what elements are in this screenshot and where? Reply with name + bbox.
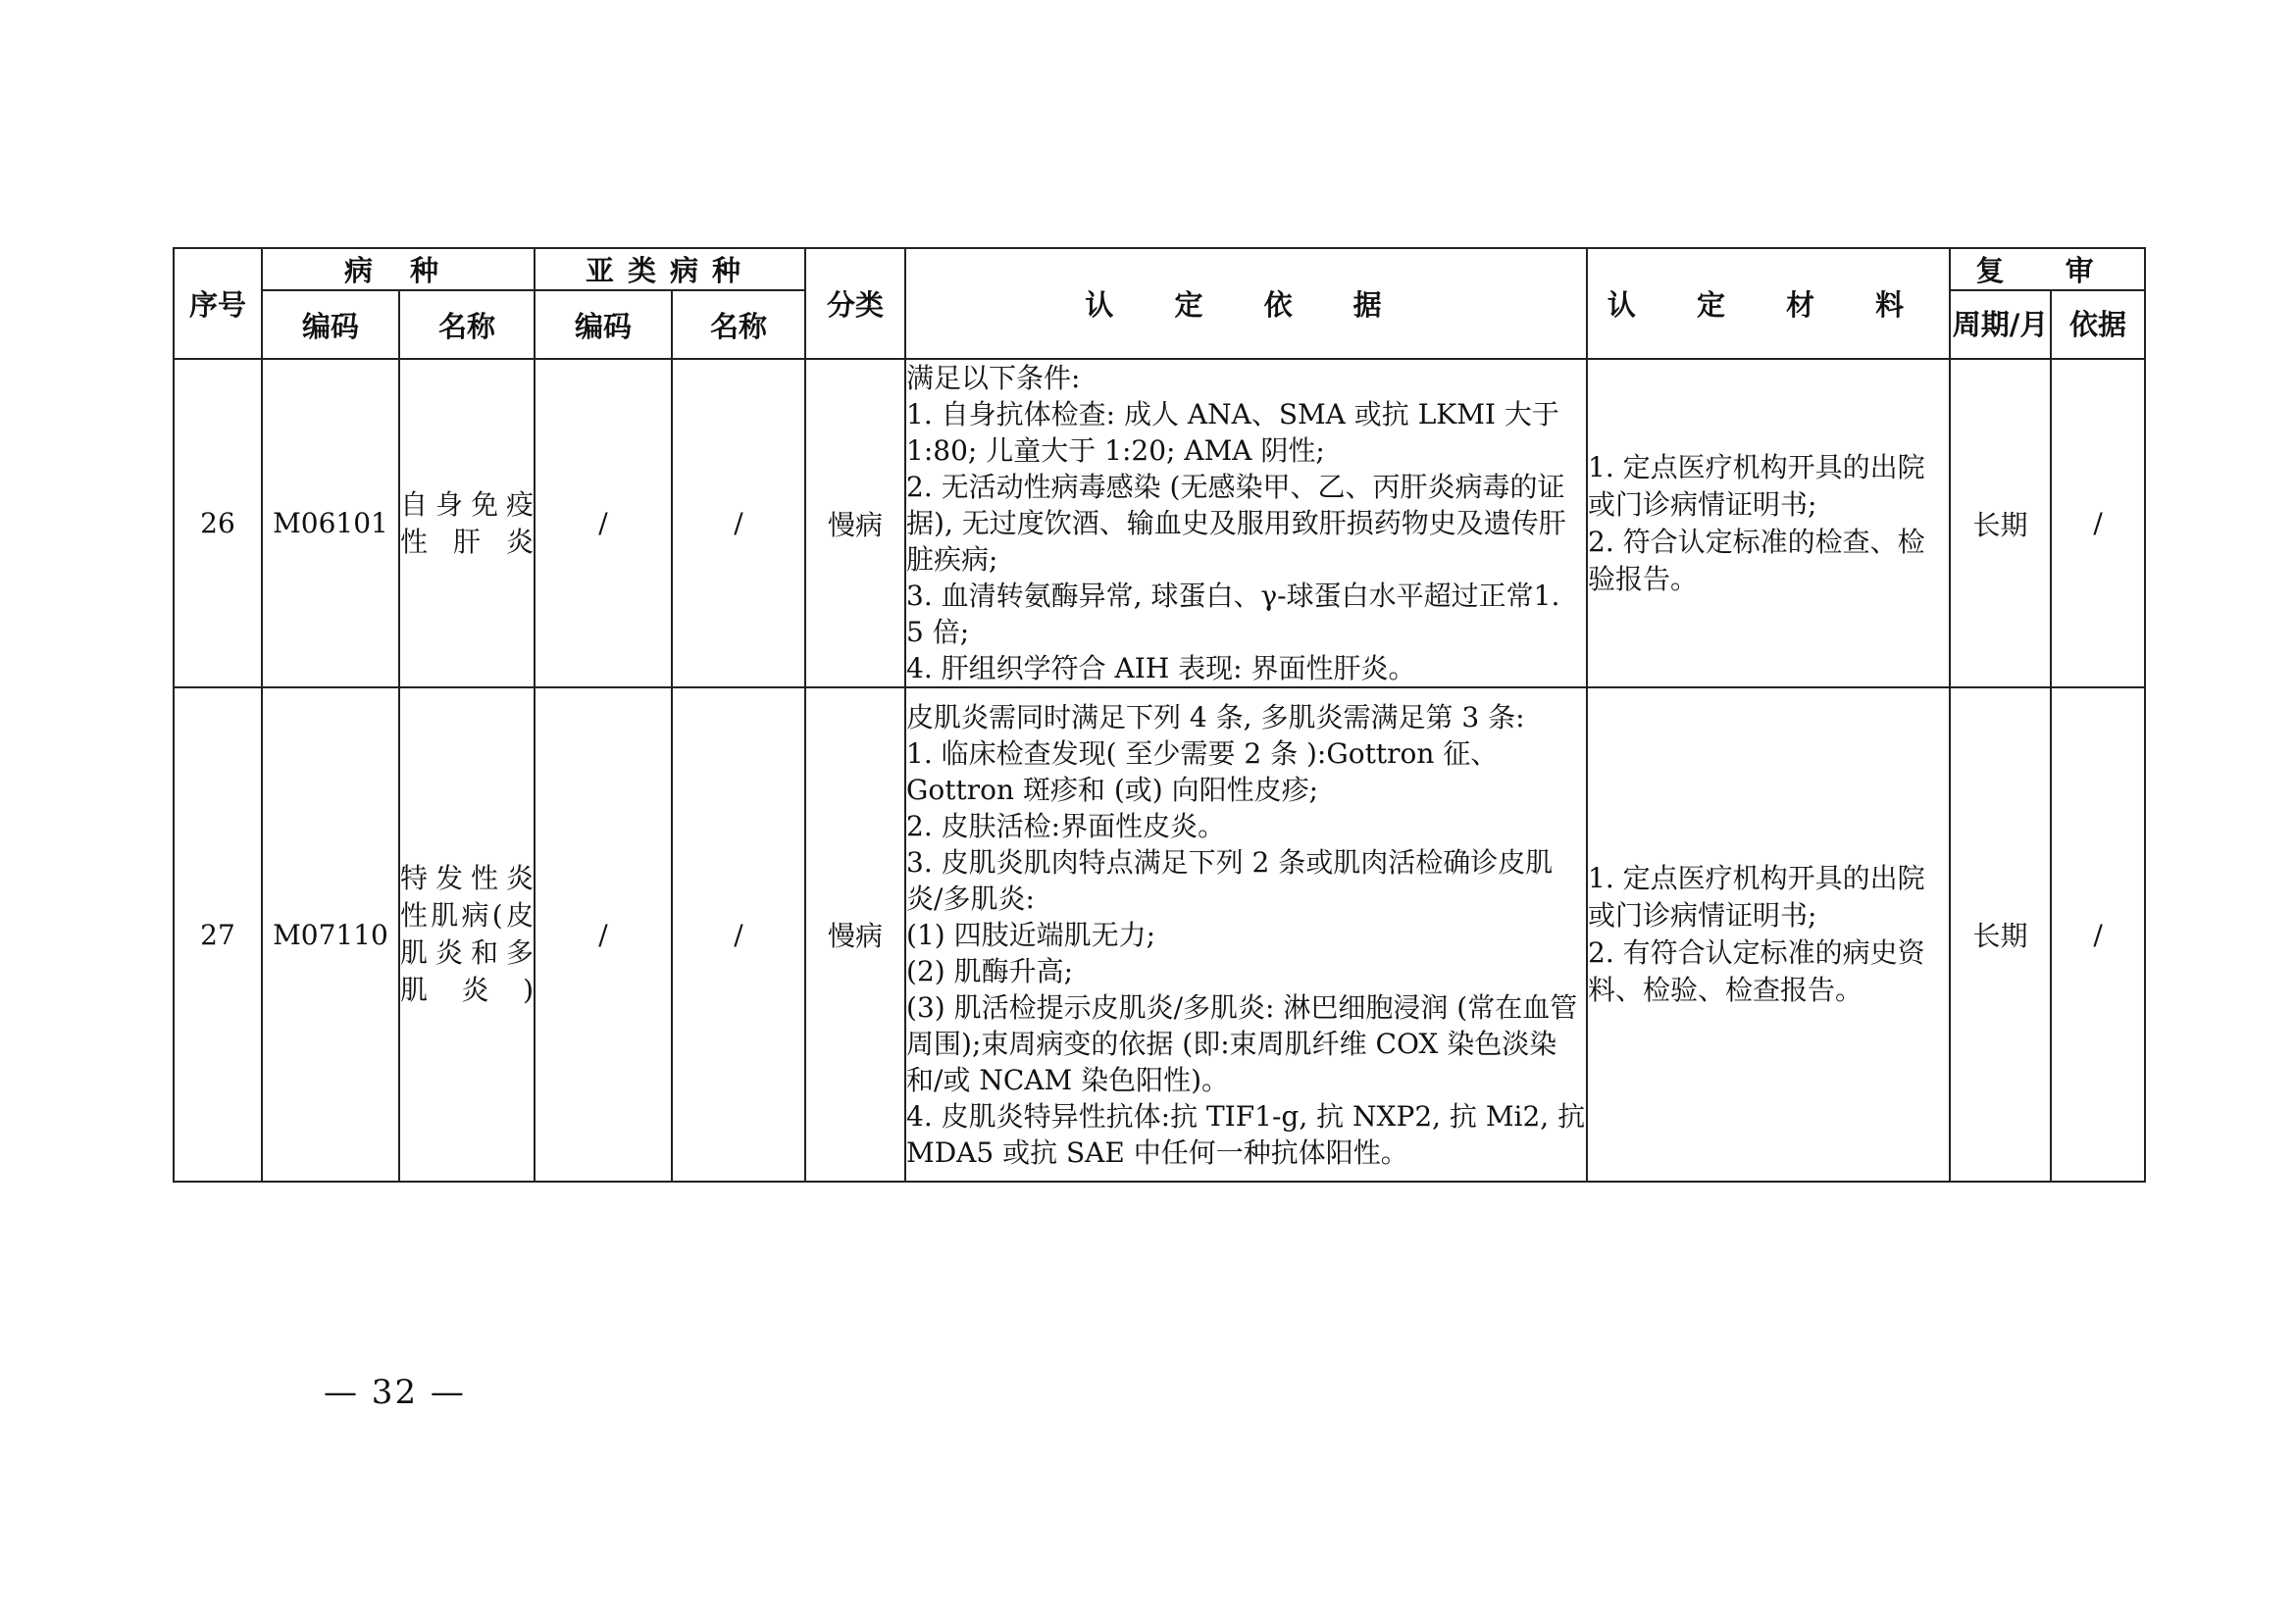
cell-review-basis: / <box>2051 687 2145 1182</box>
cell-sub-name: / <box>672 359 805 687</box>
cell-period: 长期 <box>1950 359 2051 687</box>
basis-line: 1. 自身抗体检查: 成人 ANA、SMA 或抗 LKMI 大于1:80; 儿童大于 1:20; AMA 阴性; <box>906 398 1559 467</box>
cell-basis <box>905 687 1587 1182</box>
basis-line: 满足以下条件: <box>906 362 1081 394</box>
cell-sub-code: / <box>535 359 672 687</box>
table-row <box>174 687 2145 1182</box>
materials-line: 1. 定点医疗机构开具的出院或门诊病情证明书; <box>1588 450 1925 521</box>
header-disease: 病 种 <box>262 248 535 290</box>
basis-line: 2. 皮肤活检:界面性皮炎。 <box>906 809 1226 842</box>
cell-seq: 27 <box>174 687 262 1182</box>
header-basis: 认 定 依 据 <box>905 248 1587 359</box>
cell-name: 自身免疫性肝炎 <box>399 359 535 687</box>
cell-materials <box>1587 359 1950 687</box>
header-review: 复 审 <box>1950 248 2145 290</box>
cell-period: 长期 <box>1950 687 2051 1182</box>
header-seq: 序号 <box>174 248 262 359</box>
cell-sub-name: / <box>672 687 805 1182</box>
header-sub-name: 名称 <box>672 290 805 359</box>
cell-category: 慢病 <box>805 359 905 687</box>
basis-line: 1. 临床检查发现( 至少需要 2 条 ):Gottron 征、Gottron 斑疹和 (或) 向阳性皮疹; <box>906 736 1499 806</box>
cell-seq: 26 <box>174 359 262 687</box>
header-materials: 认 定 材 料 <box>1587 248 1950 359</box>
cell-code: M06101 <box>262 359 399 687</box>
materials-line: 1. 定点医疗机构开具的出院或门诊病情证明书; <box>1588 862 1925 932</box>
basis-line: 3. 皮肌炎肌肉特点满足下列 2 条或肌肉活检确诊皮肌炎/多肌炎: <box>906 845 1554 915</box>
basis-line: 4. 肝组织学符合 AIH 表现: 界面性肝炎。 <box>906 652 1416 684</box>
cell-sub-code: / <box>535 687 672 1182</box>
basis-line: 3. 血清转氨酶异常, 球蛋白、γ-球蛋白水平超过正常1. 5 倍; <box>906 580 1560 648</box>
cell-code: M07110 <box>262 687 399 1182</box>
header-name: 名称 <box>399 290 535 359</box>
materials-line: 2. 符合认定标准的检查、检验报告。 <box>1588 525 1925 595</box>
header-period: 周期/月 <box>1950 290 2051 359</box>
basis-line: 2. 无活动性病毒感染 (无感染甲、乙、丙肝炎病毒的证据), 无过度饮酒、输血史及服用致肝损药物史及遗传肝脏疾病; <box>906 471 1566 576</box>
header-sub-code: 编码 <box>535 290 672 359</box>
header-category: 分类 <box>805 248 905 359</box>
basis-line: 4. 皮肌炎特异性抗体:抗 TIF1-g, 抗 NXP2, 抗 Mi2, 抗 MDA5 或抗 SAE 中任何一种抗体阳性。 <box>906 1099 1586 1169</box>
header-subdisease: 亚类病种 <box>535 248 805 290</box>
cell-basis <box>905 359 1587 687</box>
basis-line: (3) 肌活检提示皮肌炎/多肌炎: 淋巴细胞浸润 (常在血管周围);束周病变的依据 (即:束周肌纤维 COX 染色淡染和/或 NCAM 染色阳性)。 <box>906 990 1578 1096</box>
table-row <box>174 359 2145 687</box>
header-code: 编码 <box>262 290 399 359</box>
basis-line: (2) 肌酶升高; <box>906 954 1074 987</box>
page-number: — 32 — <box>324 1373 466 1412</box>
cell-review-basis: / <box>2051 359 2145 687</box>
disease-criteria-table <box>173 247 2146 1183</box>
materials-line: 2. 有符合认定标准的病史资料、检验、检查报告。 <box>1588 936 1925 1006</box>
cell-name: 特发性炎性肌病(皮肌炎和多肌炎) <box>399 687 535 1182</box>
header-review-basis: 依据 <box>2051 290 2145 359</box>
table-header <box>174 248 2145 359</box>
basis-line: (1) 四肢近端肌无力; <box>906 918 1156 951</box>
cell-category: 慢病 <box>805 687 905 1182</box>
basis-line: 皮肌炎需同时满足下列 4 条, 多肌炎需满足第 3 条: <box>906 700 1525 733</box>
cell-materials <box>1587 687 1950 1182</box>
